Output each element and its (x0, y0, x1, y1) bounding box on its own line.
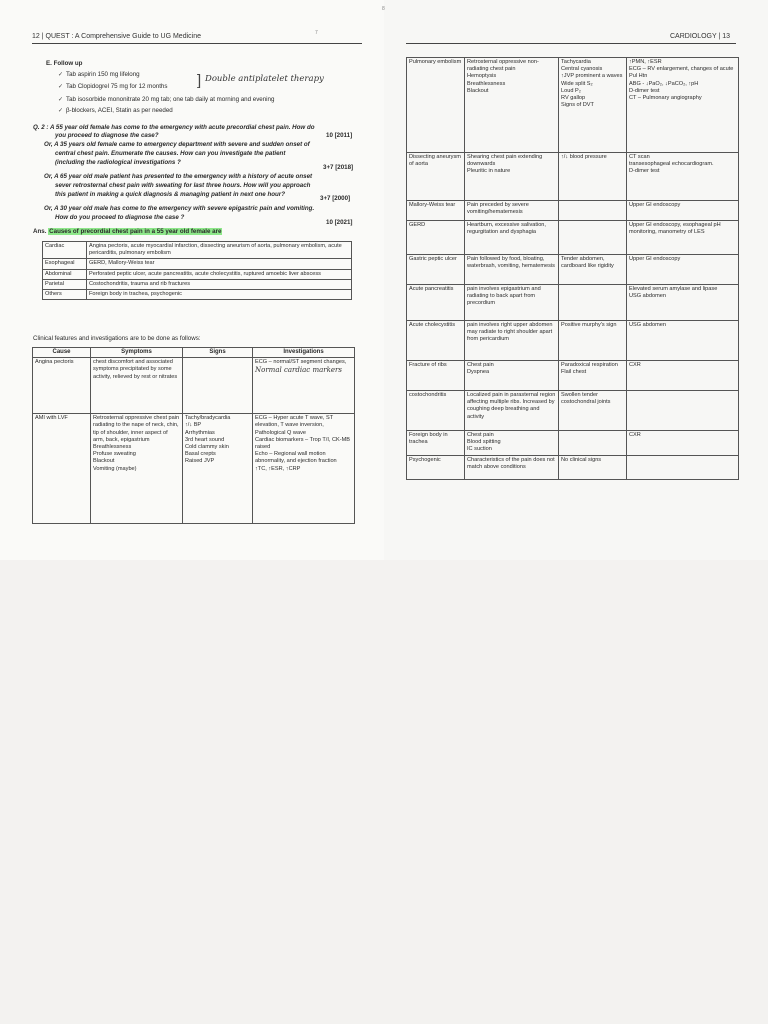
check-mark-icon: ✓ (58, 96, 64, 103)
cause-cell: costochondritis (407, 391, 465, 431)
right-table-body (407, 58, 739, 480)
question-line: sever retrosternal chest pain with sweating for last three hours. How will you approach (55, 182, 311, 189)
question-line: Or, A 30 year old male has come to the emergency with severe epigastric pain and vomiting. (44, 205, 315, 212)
table-row (33, 358, 355, 414)
symptoms-cell: Characteristics of the pain does not match above conditions (465, 455, 559, 479)
right-clinical-table (406, 57, 739, 480)
signs-cell: Positive murphy's sign (559, 321, 627, 361)
signs-cell (559, 431, 627, 456)
question-line: this patient in making a quick diagnosis & managing patient in next one hour? (55, 191, 285, 198)
follow-up-item: Tab isosorbide mononitrate 20 mg tab; one tab daily at morning and evening (66, 96, 275, 103)
cause-cell: Fracture of ribs (407, 361, 465, 391)
table-row (407, 361, 739, 391)
header-rule (32, 43, 362, 44)
causes-label: Abdominal (43, 269, 87, 279)
symptoms-cell: Chest pain Blood spitting IC suction (465, 431, 559, 456)
table-row (407, 58, 739, 153)
signs-cell: Tachy/bradycardia ↑/↓ BP Arrhythmias 3rd heart sound Cold clammy skin Basal crepts Raised JVP (183, 414, 253, 524)
follow-up-item: Tab Clopidogrel 75 mg for 12 months (66, 83, 168, 90)
causes-text: Costochondritis, trauma and rib fractures (87, 279, 352, 289)
clinical-intro: Clinical features and investigations are to be done as follows: (33, 335, 201, 342)
symptoms-cell: Retrosternal oppressive non-radiating chest pain Hemoptysis Breathlessness Blackout (465, 58, 559, 153)
investigations-cell: USG abdomen (627, 321, 739, 361)
signs-cell (183, 358, 253, 414)
signs-cell: Paradoxical respiration Flail chest (559, 361, 627, 391)
table-row (43, 290, 352, 300)
investigations-cell: CXR (627, 431, 739, 456)
signs-cell (559, 221, 627, 255)
symptoms-cell: Shearing chest pain extending downwards Pleuritic in nature (465, 153, 559, 201)
symptoms-cell: Pain followed by food, bloating, waterbrash, vomiting, hematemesis (465, 255, 559, 285)
causes-text: Perforated peptic ulcer, acute pancreatitis, acute cholecystitis, ruptured amoebic liver abscess (87, 269, 352, 279)
symptoms-cell: Retrosternal oppressive chest pain radiating to the nape of neck, chin, tip of shoulder, inner aspect of arm, back, epigastrium Breathlessness Profuse sweating Blackout Vomiting (maybe) (91, 414, 183, 524)
right-page (384, 0, 768, 560)
answer-highlight: Causes of precordial chest pain in a 55 year old female are (49, 228, 222, 235)
investigations-cell: Upper GI endoscopy, esophageal pH monitoring, manometry of LES (627, 221, 739, 255)
investigations-cell (253, 358, 355, 414)
question-marks: 3+7 [2018] (323, 164, 354, 171)
investigations-cell: ↑PMN, ↑ESR ECG – RV enlargement, changes of acute Pul Htn ABG - ↓PaO₂, ↓PaCO₂, ↑pH D-dimer test CT – Pulmonary angiography (627, 58, 739, 153)
check-mark-icon: ✓ (58, 83, 64, 90)
causes-label: Cardiac (43, 242, 87, 259)
scan-mark: 8 (382, 6, 385, 12)
investigations-cell: Upper GI endoscopy (627, 255, 739, 285)
causes-text: GERD, Mallory-Weiss tear (87, 259, 352, 269)
table-row (43, 279, 352, 289)
cause-cell: Dissecting aneurysm of aorta (407, 153, 465, 201)
question-line: (including the radiological investigations ? (55, 159, 181, 166)
question-marks: 3+7 [2000] (320, 195, 351, 202)
follow-up-item: β-blockers, ACEI, Statin as per needed (66, 107, 173, 114)
question-line: Q. 2 : A 55 year old female has come to the emergency with acute precordial chest pain. How do (33, 124, 315, 131)
table-row (407, 201, 739, 221)
handwritten-annotation: Double antiplatelet therapy (205, 74, 324, 84)
scan-mark: 7 (315, 30, 318, 36)
question-marks: 10 [2011] (326, 132, 353, 139)
signs-cell (559, 285, 627, 321)
symptoms-cell: Chest pain Dyspnea (465, 361, 559, 391)
table-row (407, 255, 739, 285)
answer-label (33, 228, 222, 236)
table-row (407, 153, 739, 201)
question-line: central chest pain. Enumerate the causes. How can you investigate the patient (55, 150, 286, 157)
follow-up-item: Tab aspirin 150 mg lifelong (66, 71, 140, 78)
investigations-cell: Elevated serum amylase and lipase USG abdomen (627, 285, 739, 321)
investigations-text: ECG – normal/ST segment changes, (255, 359, 347, 366)
table-header-row (33, 348, 355, 358)
check-mark-icon: ✓ (58, 71, 64, 78)
causes-label: Esophageal (43, 259, 87, 269)
investigations-cell (627, 391, 739, 431)
causes-text: Foreign body in trachea, psychogenic (87, 290, 352, 300)
causes-text: Angina pectoris, acute myocardial infarction, dissecting aneurism of aorta, pulmonary embolism, acute pericarditis, pulmonary embolism (87, 242, 352, 259)
table-row (43, 269, 352, 279)
table-row (407, 321, 739, 361)
table-row (407, 431, 739, 456)
investigations-cell: Upper GI endoscopy (627, 201, 739, 221)
clinical-table (32, 347, 355, 524)
handwritten-note: Normal cardiac markers (255, 366, 342, 375)
causes-label: Others (43, 290, 87, 300)
check-mark-icon: ✓ (58, 107, 64, 114)
table-row (407, 221, 739, 255)
table-row (407, 455, 739, 479)
signs-cell: No clinical signs (559, 455, 627, 479)
signs-cell: Swollen tender costochondral joints (559, 391, 627, 431)
cause-cell: Mallory-Weiss tear (407, 201, 465, 221)
bracket-icon: ] (197, 72, 202, 89)
signs-cell: Tender abdomen, cardboard like rigidity (559, 255, 627, 285)
column-header: Symptoms (91, 348, 183, 358)
column-header: Cause (33, 348, 91, 358)
table-row (43, 242, 352, 259)
table-row (43, 259, 352, 269)
left-page-header: 12 | QUEST : A Comprehensive Guide to UG Medicine (32, 33, 201, 40)
causes-label: Parietal (43, 279, 87, 289)
question-marks: 10 [2021] (326, 219, 353, 226)
follow-up-title: E. Follow up (46, 60, 83, 67)
table-row (407, 285, 739, 321)
symptoms-cell: chest discomfort and associated symptoms precipitated by some activity, relieved by rest or nitrates (91, 358, 183, 414)
signs-cell: Tachycardia Central cyanosis ↑JVP prominent a waves Wide split S₂ Loud P₂ RV gallop Signs of DVT (559, 58, 627, 153)
cause-cell: Angina pectoris (33, 358, 91, 414)
question-line: Or, A 35 years old female came to emergency department with severe and sudden onset of (44, 141, 310, 148)
investigations-cell (627, 455, 739, 479)
header-rule (406, 43, 736, 44)
symptoms-cell: Heartburn, excessive salivation, regurgitation and dysphagia (465, 221, 559, 255)
cause-cell: Pulmonary embolism (407, 58, 465, 153)
investigations-cell: CT scan transesophageal echocardiogram. D-dimer test (627, 153, 739, 201)
question-line: Or, A 65 year old male patient has presented to the emergency with a history of acute onset (44, 173, 313, 180)
symptoms-cell: pain involves right upper abdomen may radiate to right shoulder apart from pericardium (465, 321, 559, 361)
causes-table (42, 241, 352, 300)
answer-prefix: Ans. (33, 228, 47, 235)
column-header: Investigations (253, 348, 355, 358)
column-header: Signs (183, 348, 253, 358)
cause-cell: AMI with LVF (33, 414, 91, 524)
cause-cell: Gastric peptic ulcer (407, 255, 465, 285)
investigations-cell: ECG – Hyper acute T wave, ST elevation, T wave inversion, Pathological Q wave Cardiac biomarkers – Trop T/I, CK-MB raised Echo – Regional wall motion abnormality, and ejection fraction ↑TC, ↑ESR, ↑CRP (253, 414, 355, 524)
question-line: you proceed to diagnose the case? (55, 132, 159, 139)
table-row (407, 391, 739, 431)
symptoms-cell: Pain preceded by severe vomiting/hematemesis (465, 201, 559, 221)
symptoms-cell: pain involves epigastrium and radiating to back apart from precordium (465, 285, 559, 321)
left-page (0, 0, 384, 560)
cause-cell: Acute pancreatitis (407, 285, 465, 321)
right-page-header: CARDIOLOGY | 13 (670, 33, 731, 40)
signs-cell (559, 201, 627, 221)
question-line: How do you proceed to diagnose the case ? (55, 214, 185, 221)
cause-cell: Acute cholecystitis (407, 321, 465, 361)
cause-cell: Psychogenic (407, 455, 465, 479)
investigations-cell: CXR (627, 361, 739, 391)
table-row (33, 414, 355, 524)
cause-cell: GERD (407, 221, 465, 255)
signs-cell: ↑/↓ blood pressure (559, 153, 627, 201)
symptoms-cell: Localized pain in parasternal region affecting multiple ribs. Increased by coughing deep breathing and activity (465, 391, 559, 431)
cause-cell: Foreign body in trachea (407, 431, 465, 456)
